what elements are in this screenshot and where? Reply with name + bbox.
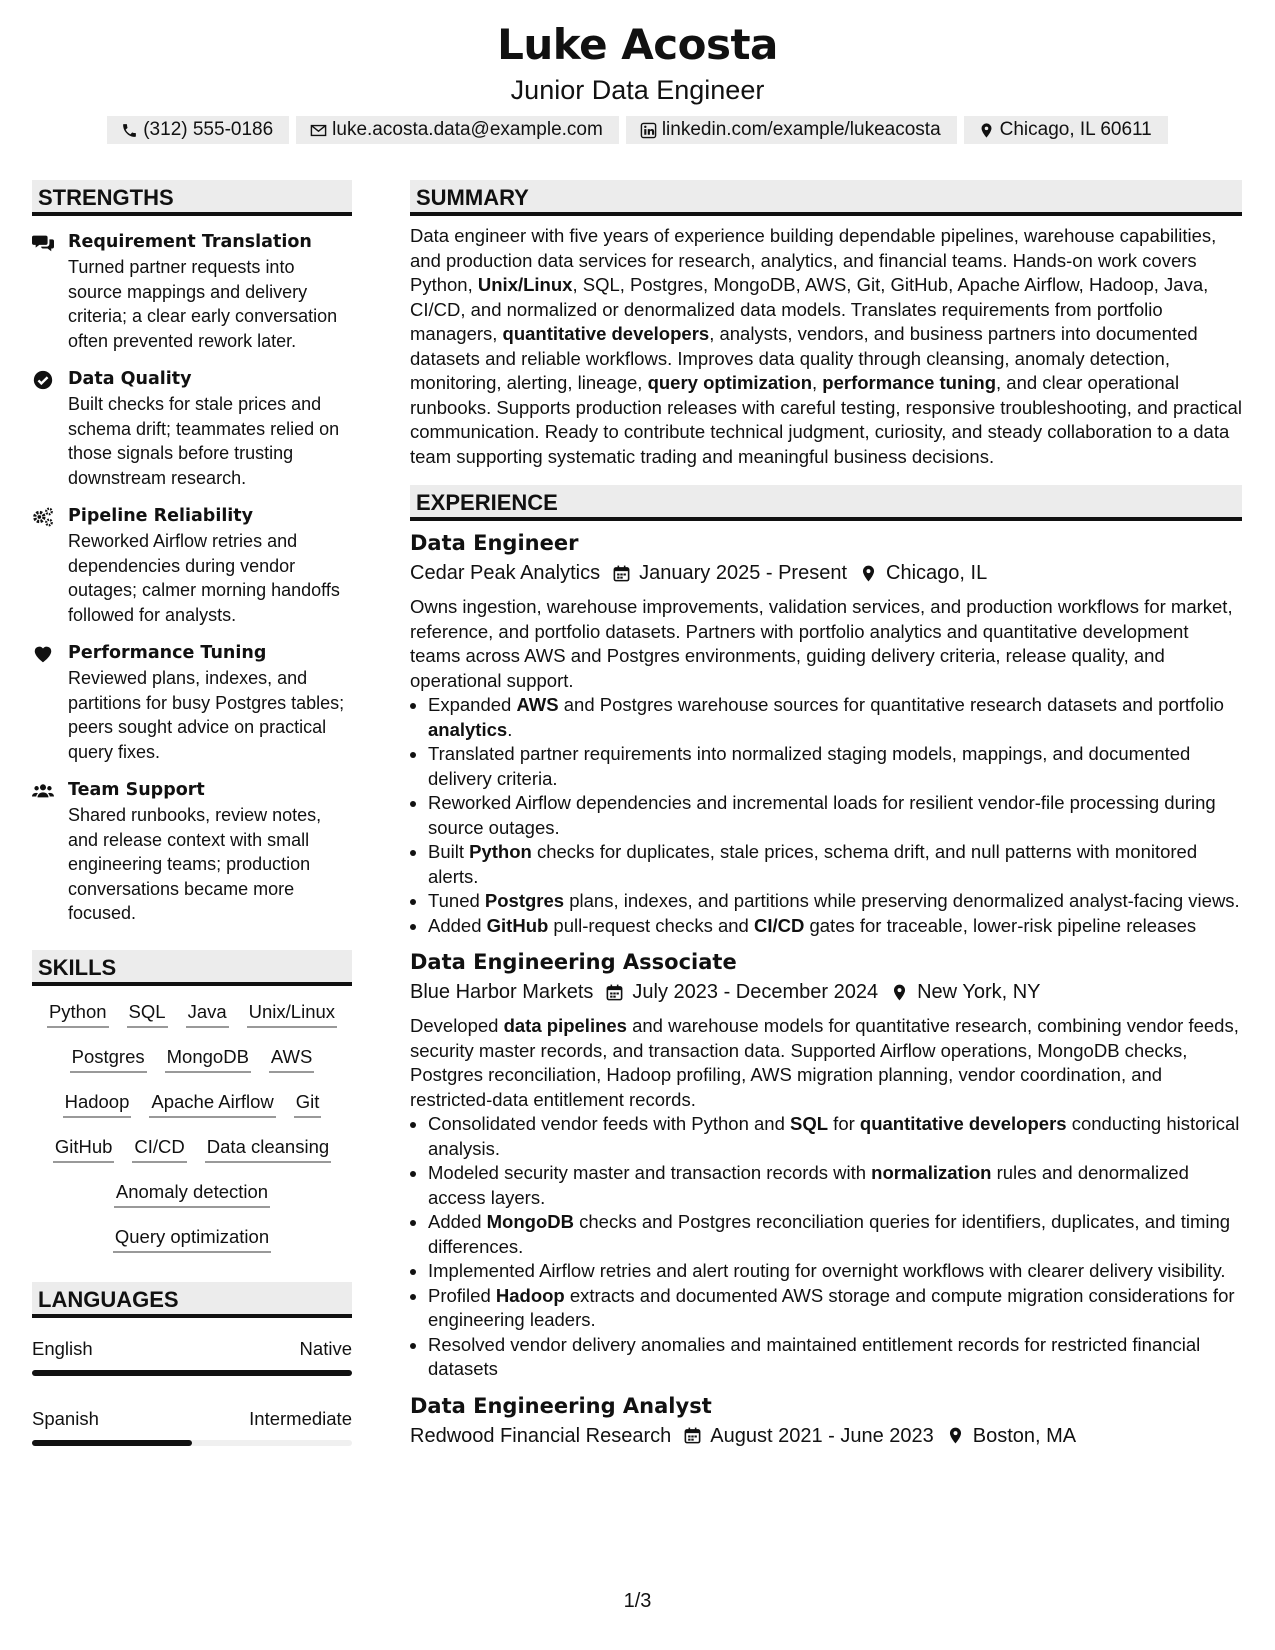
bullet-item: • Implemented Airflow retries and alert routing for overnight workflows with clearer delivery visibility. (428, 1259, 1242, 1284)
skill-tag: CI/CD (132, 1133, 186, 1163)
strength-item (32, 230, 352, 353)
job-entry (410, 1390, 1242, 1450)
strength-item (32, 778, 352, 926)
map-pin-icon (946, 1426, 965, 1445)
strength-title: Performance Tuning (68, 643, 267, 663)
map-pin-icon (978, 122, 995, 139)
skill-row (32, 1088, 352, 1133)
candidate-title: Junior Data Engineer (510, 75, 765, 105)
phone-icon (121, 122, 138, 139)
candidate-name: Luke Acosta (497, 20, 778, 69)
map-pin-icon (890, 983, 909, 1002)
skill-tag: Hadoop (63, 1088, 132, 1118)
language-item (32, 1406, 352, 1446)
strength-item (32, 367, 352, 490)
page-number: 1/3 (623, 1590, 652, 1612)
job-dates: August 2021 - June 2023 (710, 1424, 934, 1447)
resume-header (0, 18, 1275, 144)
strength-desc: Reworked Airflow retries and dependencies during vendor outages; calmer morning handoffs followed for analysts. (68, 531, 340, 625)
skill-tag: SQL (127, 998, 168, 1028)
job-location: New York, NY (917, 981, 1041, 1003)
gears-icon (32, 506, 54, 528)
bullet-item: • Modeled security master and transaction records with normalization rules and denormalized access layers. (428, 1161, 1242, 1210)
bullet-item: • Profiled Hadoop extracts and documented AWS storage and compute migration considerations for engineering leaders. (428, 1284, 1242, 1333)
bullet-item: • Added GitHub pull-request checks and CI/CD gates for traceable, lower-risk pipeline releases (428, 914, 1242, 939)
skill-tag: Postgres (70, 1043, 147, 1073)
bullet-item: • Resolved vendor delivery anomalies and maintained entitlement records for restricted financial datasets (428, 1333, 1242, 1382)
job-meta (410, 978, 1242, 1006)
proficiency-bar (32, 1440, 352, 1446)
strength-desc: Turned partner requests into source mappings and delivery criteria; a clear early conversation often prevented rework later. (68, 257, 338, 351)
skill-tag: Git (294, 1088, 322, 1118)
bullet-item: • Reworked Airflow dependencies and incremental loads for resilient vendor-file processing during source outages. (428, 791, 1242, 840)
skill-tag: Data cleansing (205, 1133, 331, 1163)
skill-tag: Java (186, 998, 229, 1028)
sidebar (32, 180, 352, 1446)
proficiency-fill (32, 1440, 192, 1446)
summary-heading: SUMMARY (410, 180, 1242, 216)
contact-phone[interactable] (107, 116, 289, 144)
job-entry (410, 946, 1242, 1382)
language-name: English (32, 1337, 93, 1359)
language-level: Intermediate (249, 1407, 352, 1429)
job-company: Redwood Financial Research (410, 1424, 672, 1447)
job-company: Blue Harbor Markets (410, 981, 594, 1003)
main-column (410, 180, 1242, 1450)
skill-tag: Anomaly detection (114, 1178, 270, 1208)
strength-item (32, 504, 352, 627)
strength-title: Data Quality (68, 369, 192, 389)
strength-desc: Built checks for stale prices and schema drift; teammates relied on those signals before trusting downstream research. (68, 394, 340, 488)
contact-text: (312) 555-0186 (143, 119, 274, 140)
contact-location (964, 116, 1168, 144)
language-item (32, 1336, 352, 1376)
skills-list (32, 998, 352, 1268)
job-location: Boston, MA (972, 1424, 1077, 1447)
skill-tag: Apache Airflow (149, 1088, 275, 1118)
strength-title: Pipeline Reliability (68, 506, 254, 526)
language-level: Native (299, 1337, 352, 1359)
language-name: Spanish (32, 1407, 99, 1429)
summary-text: Data engineer with five years of experience building dependable pipelines, warehouse capabilities, and production data services for research, analytics, and financial teams. Hands-on work covers Python, Unix/Linux, SQL, Postgres, MongoDB, AWS, Git, GitHub, Apache Airflow, Hadoop, Java, CI/CD, and normalized or denormalized data models. Translates requirements from portfolio managers, quantitative developers, analysts, vendors, and business partners into documented datasets and reliable workflows. Improves data quality through cleansing, anomaly detection, monitoring, alerting, lineage, query optimization, performance tuning, and clear operational runbooks. Supports production releases with careful testing, responsive troubleshooting, and practical communication. Ready to contribute technical judgment, curiosity, and steady collaboration to a data team supporting systematic trading and meaningful business decisions. (410, 225, 1242, 467)
heart-icon (32, 643, 54, 665)
calendar-icon (683, 1426, 702, 1445)
skill-tag: Unix/Linux (247, 998, 337, 1028)
strength-title: Requirement Translation (68, 232, 312, 252)
job-title: Data Engineer (410, 531, 579, 555)
skills-heading: SKILLS (32, 950, 352, 986)
job-dates: January 2025 - Present (639, 562, 848, 584)
bullet-item: • Tuned Postgres plans, indexes, and partitions while preserving denormalized analyst-facing views. (428, 889, 1242, 914)
bullet-item: • Added MongoDB checks and Postgres reconciliation queries for identifiers, duplicates, and timing differences. (428, 1210, 1242, 1259)
bullet-item: • Consolidated vendor feeds with Python and SQL for quantitative developers conducting historical analysis. (428, 1112, 1242, 1161)
job-title: Data Engineering Associate (410, 950, 737, 974)
job-dates: July 2023 - December 2024 (632, 981, 879, 1003)
experience-heading: EXPERIENCE (410, 485, 1242, 521)
contact-text: luke.acosta.data@example.com (332, 119, 603, 140)
job-location: Chicago, IL (886, 562, 988, 584)
contact-email[interactable] (296, 116, 619, 144)
contact-text: Chicago, IL 60611 (999, 119, 1152, 140)
job-description: Owns ingestion, warehouse improvements, validation services, and production workflows for market, reference, and portfolio datasets. Partners with portfolio analytics and quantitative development teams across AWS and Postgres environments, guiding delivery criteria, release quality, and operational support. (410, 596, 1233, 691)
check-circle-icon (32, 369, 54, 391)
job-meta (410, 559, 1242, 587)
skill-row (32, 1133, 352, 1178)
strength-desc: Shared runbooks, review notes, and release context with small engineering teams; production conversations became more focused. (68, 805, 322, 923)
languages-heading: LANGUAGES (32, 1282, 352, 1318)
calendar-icon (605, 983, 624, 1002)
job-bullets (410, 1112, 1242, 1382)
skill-row (32, 1043, 352, 1088)
skill-row (32, 1223, 352, 1268)
strength-desc: Reviewed plans, indexes, and partitions for busy Postgres tables; peers sought advice on practical query fixes. (68, 668, 345, 762)
linkedin-icon (640, 122, 657, 139)
comments-icon (32, 232, 54, 254)
map-pin-icon (859, 564, 878, 583)
strength-title: Team Support (68, 780, 205, 800)
job-entry (410, 527, 1242, 938)
bullet-item: • Expanded AWS and Postgres warehouse sources for quantitative research datasets and portfolio analytics. (428, 693, 1242, 742)
job-company: Cedar Peak Analytics (410, 562, 601, 584)
strength-item (32, 641, 352, 764)
users-icon (32, 780, 54, 802)
proficiency-bar (32, 1370, 352, 1376)
skill-tag: Query optimization (113, 1223, 271, 1253)
bullet-item: • Built Python checks for duplicates, stale prices, schema drift, and null patterns with monitored alerts. (428, 840, 1242, 889)
contact-linkedin[interactable] (626, 116, 957, 144)
skill-tag: AWS (269, 1043, 314, 1073)
contact-bar (0, 116, 1275, 144)
calendar-icon (612, 564, 631, 583)
job-title: Data Engineering Analyst (410, 1393, 712, 1418)
strengths-heading: STRENGTHS (32, 180, 352, 216)
job-meta (410, 1422, 1242, 1450)
contact-text: linkedin.com/example/lukeacosta (661, 119, 941, 140)
skill-tag: Python (47, 998, 109, 1028)
proficiency-fill (32, 1370, 352, 1376)
envelope-icon (310, 122, 327, 139)
skill-row (32, 1178, 352, 1223)
skill-row (32, 998, 352, 1043)
job-bullets (410, 693, 1242, 938)
skill-tag: GitHub (53, 1133, 115, 1163)
skill-tag: MongoDB (165, 1043, 251, 1073)
bullet-item: • Translated partner requirements into normalized staging models, mappings, and documented delivery criteria. (428, 742, 1242, 791)
job-description: Developed data pipelines and warehouse models for quantitative research, combining vendor feeds, security master records, and transaction data. Supported Airflow operations, MongoDB checks, Postgres reconciliation, Hadoop profiling, AWS migration planning, vendor coordination, and restricted-data entitlement records. (410, 1015, 1239, 1110)
